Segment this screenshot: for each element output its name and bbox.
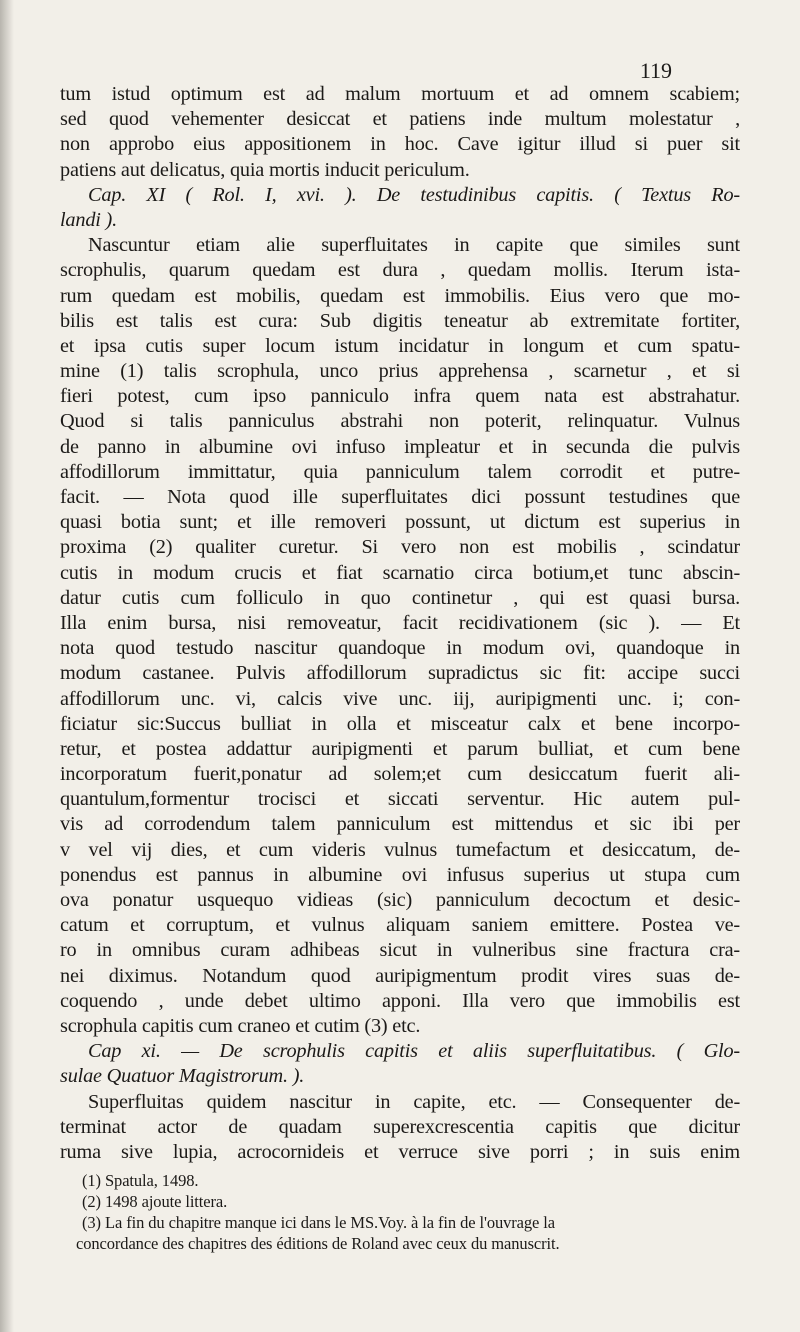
body-line: patiens aut delicatus, quia mortis inducit periculum. xyxy=(60,158,470,181)
body-line: de panno in albumine ovi infuso impleatur et in secunda die pulvis xyxy=(60,435,740,458)
body-line: Superfluitas quidem nascitur in capite, etc. — Consequenter de- xyxy=(88,1090,740,1113)
body-line: ponendus est pannus in albumine ovi infusus superius ut stupa cum xyxy=(60,863,740,886)
body-line: non approbo eius appositionem in hoc. Cave igitur illud si puer sit xyxy=(60,133,740,156)
body-line: Nascuntur etiam alie superfluitates in capite que similes sunt xyxy=(88,234,740,257)
body-line: fieri potest, cum ipso panniculo infra quem nata est abstrahatur. xyxy=(60,385,740,408)
body-line: scrophulis, quarum quedam est dura , quedam mollis. Iterum ista- xyxy=(60,259,740,282)
chapter-heading: Cap. XI ( Rol. I, xvi. ). De testudinibus capitis. ( Textus Ro- xyxy=(88,183,740,206)
body-line: cutis in modum crucis et fiat scarnatio circa botium,et tunc abscin- xyxy=(60,561,740,584)
body-line: ro in omnibus curam adhibeas sicut in vulneribus sine fractura cra- xyxy=(60,939,740,962)
body-line: facit. — Nota quod ille superfluitates dici possunt testudines que xyxy=(60,486,740,508)
body-line: retur, et postea addattur auripigmenti et parum bulliat, et cum bene xyxy=(60,737,740,760)
page-number: 119 xyxy=(639,58,672,83)
chapter-heading: landi ). xyxy=(60,208,117,231)
body-line: affodillorum unc. vi, calcis vive unc. iij, auripigmenti unc. i; con- xyxy=(60,687,740,710)
body-line: affodillorum immittatur, quia panniculum talem corrodit et putre- xyxy=(60,460,740,483)
body-line: nei diximus. Notandum quod auripigmentum prodit vires suas de- xyxy=(60,964,740,987)
body-line: Illa enim bursa, nisi removeatur, facit recidivationem (sic ). — Et xyxy=(60,611,740,634)
body-line: bilis est talis est cura: Sub digitis teneatur ab extremitate fortiter, xyxy=(60,309,740,332)
body-line: scrophula capitis cum craneo et cutim (3) etc. xyxy=(60,1014,421,1037)
body-line: incorporatum fuerit,ponatur ad solem;et cum desiccatum fuerit ali- xyxy=(60,763,740,786)
body-line: Quod si talis panniculus abstrahi non poterit, relinquatur. Vulnus xyxy=(60,410,740,433)
footnote: (2) 1498 ajoute littera. xyxy=(82,1192,228,1211)
body-line: catum et corruptum, et vulnus aliquam saniem emittere. Postea ve- xyxy=(60,914,740,937)
body-line: datur cutis cum folliculo in quo continetur , qui est quasi bursa. xyxy=(60,586,740,609)
body-line: tum istud optimum est ad malum mortuum et ad omnem scabiem; xyxy=(60,83,740,105)
body-line: terminat actor de quadam superexcrescentia capitis que dicitur xyxy=(60,1115,740,1138)
footnote-continuation: concordance des chapitres des éditions de Roland avec ceux du manuscrit. xyxy=(76,1234,560,1253)
footnotes xyxy=(76,1170,742,1254)
body-line: coquendo , unde debet ultimo apponi. Illa vero que immobilis est xyxy=(60,989,740,1012)
gloss-heading: sulae Quatuor Magistrorum. ). xyxy=(60,1065,305,1088)
body-line: ova ponatur usquequo vidieas (sic) panniculum decoctum et desic- xyxy=(60,889,740,911)
body-line: ruma sive lupia, acrocornideis et verruce sive porri ; in suis enim xyxy=(60,1140,740,1163)
footnote: (3) La fin du chapitre manque ici dans le MS.Voy. à la fin de l'ouvrage la xyxy=(82,1213,556,1232)
body-line: vis ad corrodendum talem panniculum est mittendus et sic ibi per xyxy=(60,813,740,836)
footnote: (1) Spatula, 1498. xyxy=(82,1171,199,1190)
body-line: nota quod testudo nascitur quandoque in modum ovi, quandoque in xyxy=(60,637,740,660)
body-line: rum quedam est mobilis, quedam est immobilis. Eius vero que mo- xyxy=(60,284,740,307)
gloss-heading: Cap xi. — De scrophulis capitis et aliis superfluitatibus. ( Glo- xyxy=(88,1040,740,1063)
body-line: quantulum,formentur trocisci et siccati serventur. Hic autem pul- xyxy=(60,788,740,811)
body-line: modum castanee. Pulvis affodillorum supradictus sic fit: accipe succi xyxy=(60,662,740,685)
body-line: mine (1) talis scrophula, unco prius apprehensa , scarnetur , et si xyxy=(60,360,740,383)
body-text xyxy=(60,82,740,1165)
body-line: v vel vij dies, et cum videris vulnus tumefactum et desiccatum, de- xyxy=(60,838,740,861)
body-line: quasi botia sunt; et ille removeri possunt, ut dictum est superius in xyxy=(60,511,740,534)
body-line: sed quod vehementer desiccat et patiens inde multum molestatur , xyxy=(60,108,740,131)
body-line: et ipsa cutis super locum istum incidatur in longum et cum spatu- xyxy=(60,334,740,357)
body-line: ficiatur sic:Succus bulliat in olla et misceatur calx et bene incorpo- xyxy=(60,712,740,735)
body-line: proxima (2) qualiter curetur. Si vero non est mobilis , scindatur xyxy=(60,536,740,559)
